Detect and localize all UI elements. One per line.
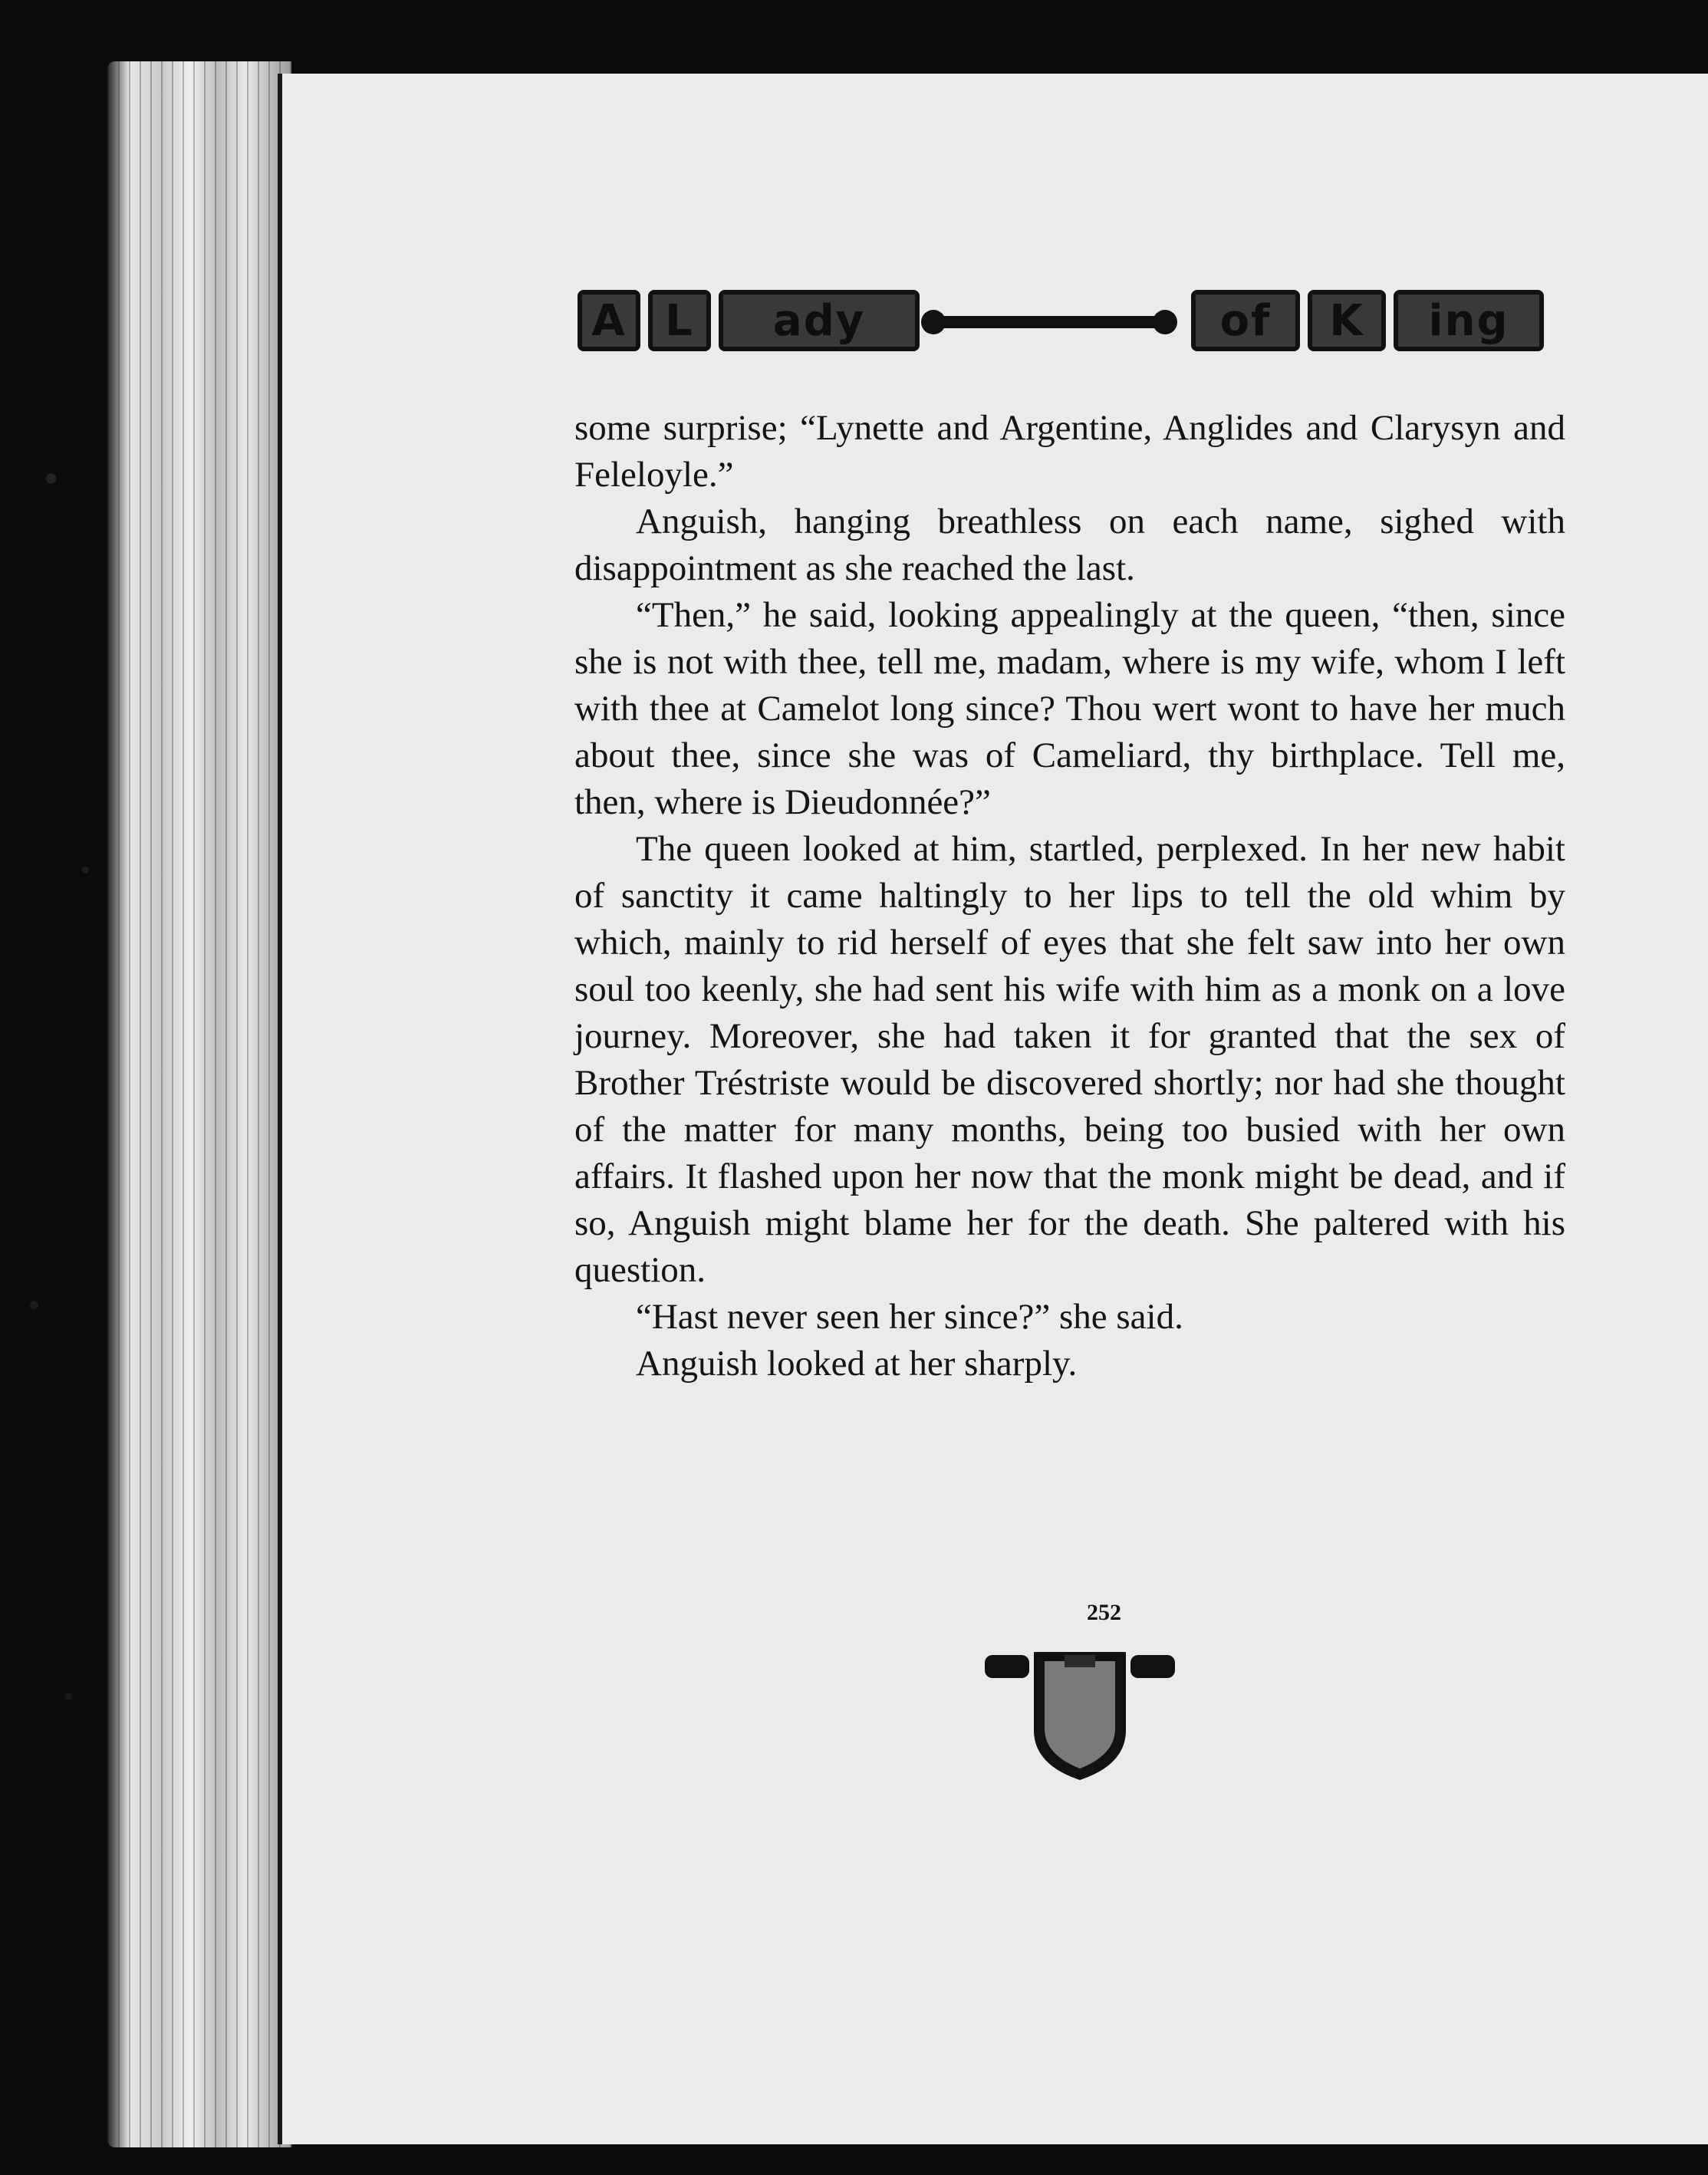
running-head-banner <box>578 281 1544 357</box>
paragraph-1: some surprise; “Lynette and Argentine, Anglides and Clarysyn and Feleloyle.” <box>574 408 1565 495</box>
paragraph-4: The queen looked at him, startled, perplexed. In her new habit of sanctity it came haltingly to her lips to tell the old whim by which, mainly to rid herself of eyes that she felt saw into her own soul too keenly, she had sent his wife with him as a monk on a love journey. Moreover, she had taken it for granted that the sex of Brother Tréstriste would be discovered shortly; nor had she thought of the matter for many months, being too busied with her own affairs. It flashed upon her now that the monk might be dead, and if so, Anguish might blame her for the death. She paltered with his question. <box>574 829 1565 1290</box>
shield-ornament-icon <box>980 1638 1180 1792</box>
running-head-block-ady: ady <box>719 290 920 351</box>
paragraph-2: Anguish, hanging breathless on each name, sighed with disappointment as she reached the last. <box>574 502 1565 588</box>
running-head-block-l: L <box>648 290 711 351</box>
running-head-knob-right <box>1153 310 1177 334</box>
running-head-block-k: K <box>1308 290 1386 351</box>
paragraph-6: Anguish looked at her sharply. <box>636 1344 1078 1384</box>
book-page <box>278 74 1708 2144</box>
book-page-edges <box>107 61 291 2147</box>
running-head-block-a: A <box>578 290 640 351</box>
body-text <box>574 405 1565 1387</box>
running-head-block-of: of <box>1191 290 1300 351</box>
page-number: 252 <box>1087 1600 1121 1625</box>
paragraph-3: “Then,” he said, looking appealingly at the queen, “then, since she is not with thee, tell me, madam, where is my wife, whom I left with thee at Camelot long since? Thou wert wont to have her much about thee, since she was of Cameliard, thy birthplace. Tell me, then, where is Dieudonnée?” <box>574 595 1565 822</box>
paragraph-5: “Hast never seen her since?” she said. <box>636 1297 1183 1337</box>
running-head-block-ing: ing <box>1394 290 1544 351</box>
running-head-rule <box>938 316 1160 328</box>
